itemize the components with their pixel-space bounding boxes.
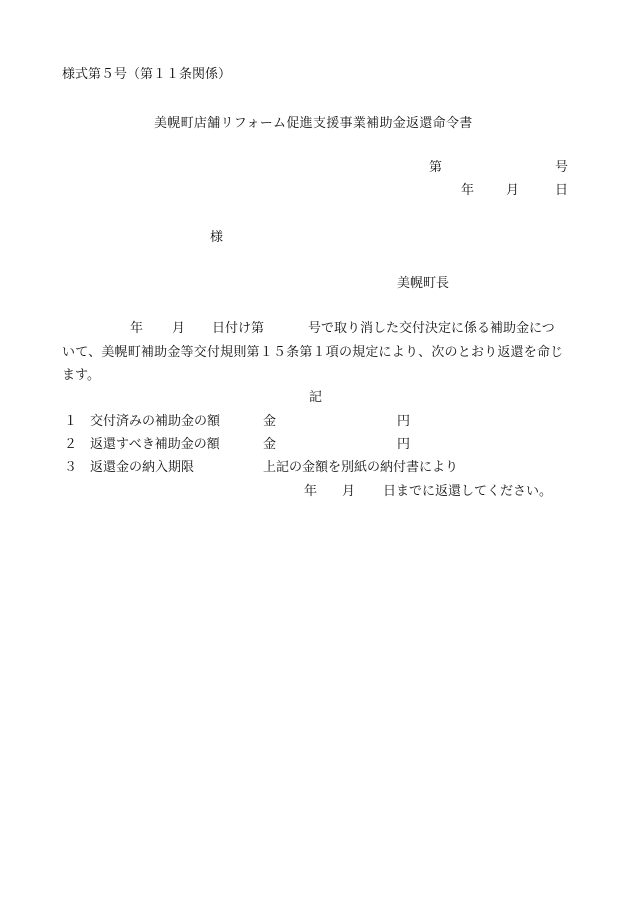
record-heading: 記 [309, 390, 323, 405]
due-text: 日までに返還してください。 [383, 484, 553, 499]
issue-date-day: 日 [555, 183, 569, 198]
item-label: 返還金の納入期限 [90, 460, 195, 475]
item-yen: 円 [397, 414, 411, 429]
item-number: ３ [64, 460, 78, 475]
body-line1-a: 日付け第 [212, 321, 265, 336]
item-value: 上記の金額を別紙の納付書により [263, 460, 459, 475]
issue-date-month: 月 [506, 183, 520, 198]
document-number-suffix: 号 [555, 160, 569, 175]
body-year: 年 [130, 321, 144, 336]
body-line1-b: 号で取り消した交付決定に係る補助金につ [308, 321, 555, 336]
item-kin: 金 [263, 414, 277, 429]
body-line2: いて、美幌町補助金等交付規則第１５条第１項の規定により、次のとおり返還を命じ [62, 345, 564, 360]
due-year: 年 [304, 484, 318, 499]
item-yen: 円 [397, 437, 411, 452]
item-label: 交付済みの補助金の額 [90, 414, 221, 429]
item-number: １ [64, 414, 78, 429]
due-month: 月 [342, 484, 356, 499]
item-label: 返還すべき補助金の額 [90, 437, 220, 452]
issuer-name: 美幌町長 [397, 276, 450, 291]
body-line3: ます。 [62, 368, 100, 383]
issue-date-year: 年 [461, 183, 475, 198]
addressee-honorific: 様 [210, 230, 224, 245]
item-number: ２ [64, 437, 78, 452]
form-label: 様式第５号（第１１条関係） [62, 67, 232, 82]
document-title: 美幌町店舗リフォーム促進支援事業補助金返還命令書 [154, 116, 473, 131]
item-kin: 金 [263, 437, 277, 452]
document-number-prefix: 第 [429, 160, 443, 175]
body-month: 月 [172, 321, 186, 336]
